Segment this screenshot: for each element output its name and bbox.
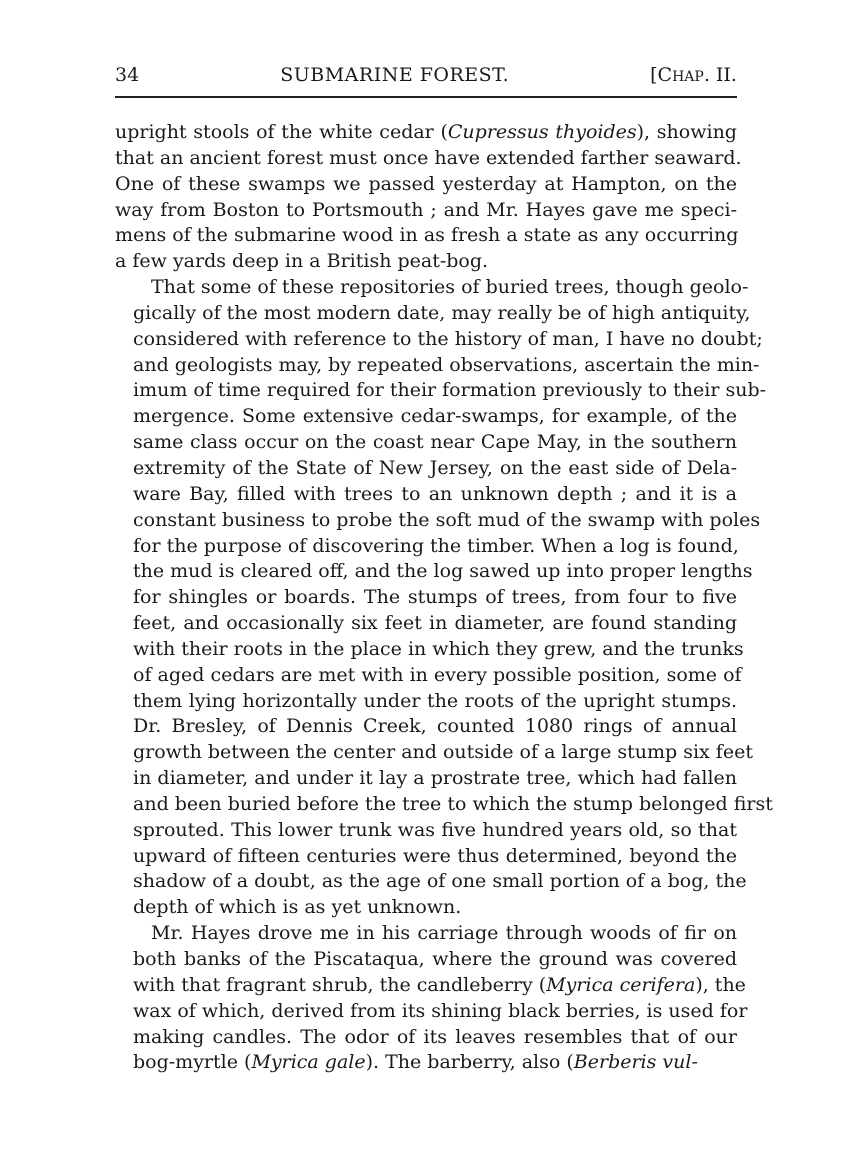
text-span: upward of fifteen centuries were thus determined, beyond the (133, 844, 737, 867)
paragraph (115, 120, 742, 275)
text-span: Dr. Bresley, of Dennis Creek, counted 1080 rings of annual (133, 715, 737, 738)
paragraph (115, 921, 748, 1076)
text-line (115, 766, 737, 792)
text-line (115, 869, 747, 895)
text-line (115, 611, 737, 637)
text-line (115, 146, 742, 172)
book-page (115, 62, 773, 1076)
chapter-suffix: . II. (703, 64, 737, 86)
text-span: the mud is cleared off, and the log sawed up into proper lengths (133, 560, 753, 583)
running-title: SUBMARINE FOREST. (280, 64, 510, 86)
italic-span: Berberis vul- (573, 1051, 698, 1074)
text-span: imum of time required for their formation previously to their sub- (133, 379, 767, 402)
text-span: mens of the submarine wood in as fresh a state as any occurring (115, 224, 739, 247)
text-line (115, 999, 748, 1025)
italic-span: Cupressus thyoides (447, 121, 637, 143)
text-span: growth between the center and outside of a large stump six feet (133, 741, 753, 764)
text-span: that an ancient forest must once have extended farther seaward. (115, 146, 742, 169)
text-span: a few yards deep in a British peat-bog. (115, 250, 489, 273)
text-span: considered with reference to the history of man, I have no doubt; (133, 327, 763, 350)
text-line (115, 637, 744, 663)
text-span: mergence. Some extensive cedar-swamps, for example, of the (133, 405, 737, 428)
text-line (115, 689, 737, 715)
text-span: upright stools of the white cedar ( (115, 121, 448, 143)
chapter-smallcaps: HAP (672, 69, 704, 85)
text-span: ). The barberry, also ( (365, 1051, 574, 1074)
text-line (115, 585, 737, 611)
text-line (115, 301, 751, 327)
text-span: ), the (695, 973, 746, 996)
text-span: gically of the most modern date, may really be of high antiquity, (133, 301, 751, 324)
text-line (115, 327, 763, 353)
text-line (115, 1050, 737, 1076)
text-span: with that fragrant shrub, the candleberry ( (133, 973, 547, 996)
text-span: feet, and occasionally six feet in diameter, are found standing (133, 612, 737, 635)
chapter-reference (650, 62, 737, 90)
text-line (115, 275, 749, 301)
text-line (115, 792, 773, 818)
text-line (115, 120, 737, 146)
text-line (115, 921, 737, 947)
text-line (115, 947, 737, 973)
text-span: constant business to probe the soft mud of the swamp with poles (133, 508, 761, 531)
text-line (115, 172, 737, 198)
text-span: for shingles or boards. The stumps of trees, from four to five (133, 586, 737, 609)
text-span: in diameter, and under it lay a prostrate tree, which had fallen (133, 767, 737, 790)
text-line (115, 844, 737, 870)
text-line (115, 249, 737, 275)
text-span: way from Boston to Portsmouth ; and Mr. Hayes gave me speci- (115, 198, 737, 221)
text-span: and geologists may, by repeated observations, ascertain the min- (133, 353, 760, 376)
text-span: Mr. Hayes drove me in his carriage through woods of fir on (151, 922, 737, 945)
text-span: for the purpose of discovering the timber. When a log is found, (133, 534, 739, 557)
text-line (115, 198, 737, 224)
text-line (115, 534, 737, 560)
text-span: depth of which is as yet unknown. (133, 896, 462, 919)
text-line (115, 1025, 737, 1051)
text-span: both banks of the Piscataqua, where the ground was covered (133, 948, 737, 970)
text-span: with their roots in the place in which they grew, and the trunks (133, 637, 744, 660)
body-text (115, 120, 773, 1076)
text-line (115, 895, 737, 921)
text-line (115, 482, 737, 508)
text-span: bog-myrtle ( (133, 1051, 252, 1074)
running-header (115, 62, 737, 98)
italic-span: Myrica cerifera (546, 973, 696, 996)
text-span: extremity of the State of New Jersey, on the east side of Dela- (133, 456, 737, 479)
text-span: of aged cedars are met with in every possible position, some of (133, 663, 742, 686)
text-span: ware Bay, filled with trees to an unknown depth ; and it is a (133, 482, 737, 505)
text-line (115, 818, 737, 844)
text-line (115, 740, 753, 766)
text-line (115, 714, 737, 740)
text-span: same class occur on the coast near Cape May, in the southern (133, 431, 737, 454)
text-line (115, 353, 760, 379)
text-span: making candles. The odor of its leaves resembles that of our (133, 1025, 737, 1048)
text-span: One of these swamps we passed yesterday at Hampton, on the (115, 172, 737, 195)
text-line (115, 559, 753, 585)
text-line (115, 508, 761, 534)
text-line (115, 973, 746, 999)
paragraph (115, 275, 773, 921)
text-line (115, 430, 737, 456)
chapter-prefix: [C (650, 64, 673, 86)
text-line (115, 663, 742, 689)
text-line (115, 404, 737, 430)
text-span: shadow of a doubt, as the age of one small portion of a bog, the (133, 870, 747, 893)
page-number: 34 (115, 64, 140, 86)
text-span: sprouted. This lower trunk was five hundred years old, so that (133, 818, 737, 841)
italic-span: Myrica gale (251, 1051, 366, 1074)
text-span: and been buried before the tree to which the stump belonged first (133, 792, 773, 815)
text-line (115, 456, 737, 482)
text-span: That some of these repositories of buried trees, though geolo- (151, 276, 749, 299)
text-span: them lying horizontally under the roots of the upright stumps. (133, 689, 737, 712)
text-span: ), showing (636, 121, 737, 143)
text-line (115, 223, 737, 249)
text-span: wax of which, derived from its shining black berries, is used for (133, 999, 748, 1022)
text-line (115, 378, 767, 404)
